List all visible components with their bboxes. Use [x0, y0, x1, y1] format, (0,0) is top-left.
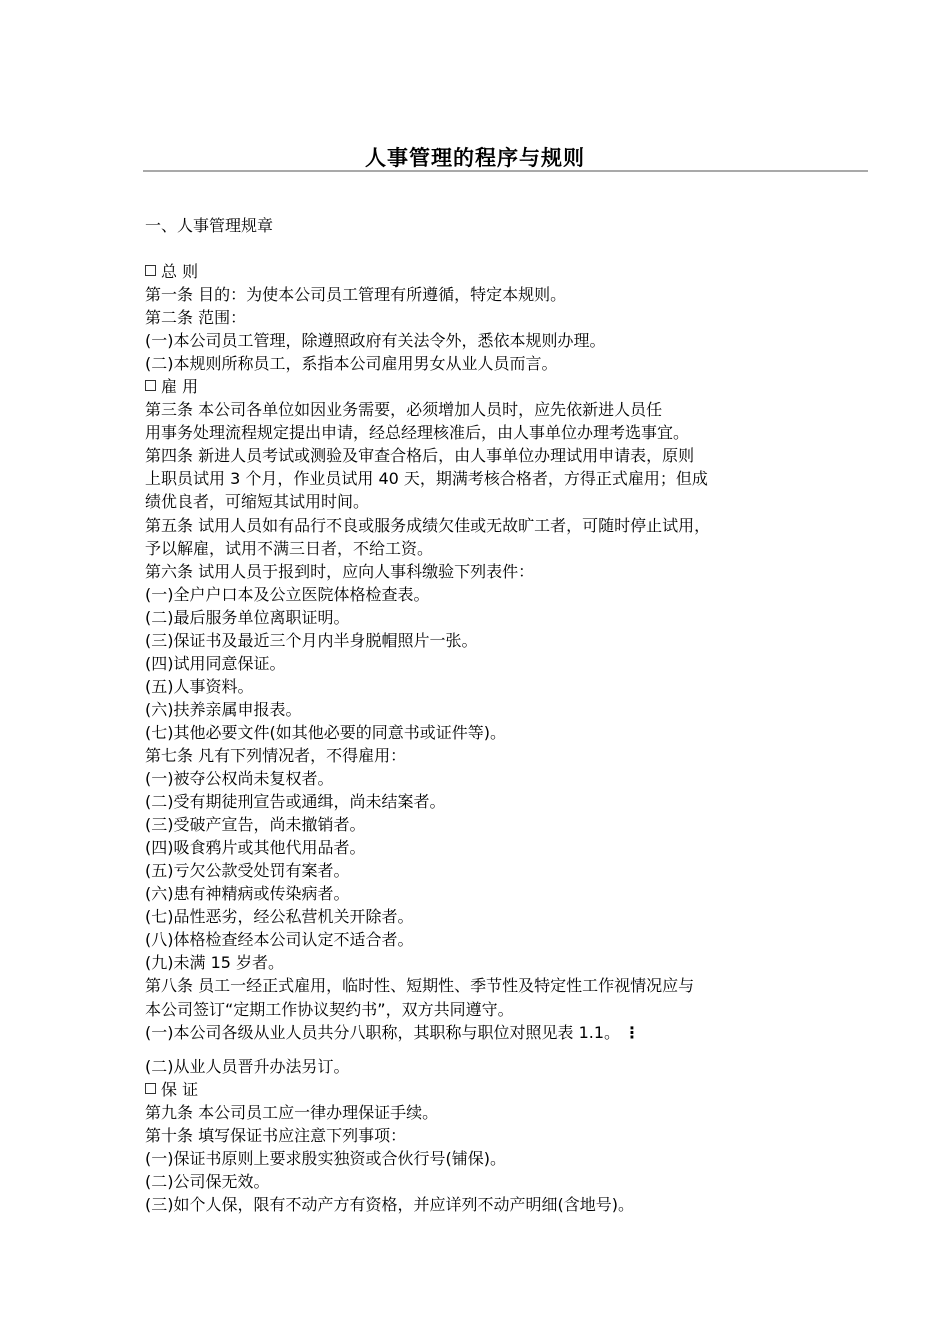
- paragraph-line: (二)从业人员晋升办法另订。: [145, 1056, 350, 1076]
- section-heading: 一、人事管理规章: [145, 216, 274, 235]
- paragraph-line: (一)保证书原则上要求殷实独资或合伙行号(铺保)。: [145, 1148, 506, 1168]
- paragraph-line: 用事务处理流程规定提出申请，经总经理核准后，由人事单位办理考选事宜。: [145, 423, 690, 443]
- paragraph-line: (九)未满 15 岁者。: [145, 953, 285, 973]
- checkbox-bullet-icon: [145, 380, 156, 391]
- paragraph-line: 第六条 试用人员于报到时，应向人事科缴验下列表件：: [145, 561, 535, 581]
- paragraph-line: 第七条 凡有下列情况者，不得雇用：: [145, 745, 407, 765]
- document-body: [145, 260, 825, 1216]
- paragraph-line: (七)品性恶劣，经公私营机关开除者。: [145, 907, 414, 927]
- paragraph-line: (三)受破产宣告，尚未撤销者。: [145, 815, 366, 835]
- paragraph-line-text: (一)本公司各级从业人员共分八职称，其职称与职位对照见表 1.1。: [145, 1022, 621, 1042]
- paragraph-line: (二)本规则所称员工，系指本公司雇用男女从业人员而言。: [145, 354, 558, 374]
- vertical-ellipsis-icon: ⋮: [624, 1022, 641, 1042]
- paragraph-line: 第八条 员工一经正式雇用，临时性、短期性、季节性及特定性工作视情况应与: [145, 976, 695, 996]
- paragraph-line: 第三条 本公司各单位如因业务需要，必须增加人员时，应先依新进人员任: [145, 400, 663, 420]
- checkbox-bullet-icon: [145, 265, 156, 276]
- checkbox-bullet-icon: [145, 1083, 156, 1094]
- paragraph-line: 第十条 填写保证书应注意下列事项：: [145, 1125, 407, 1145]
- paragraph-line: 第二条 范围：: [145, 308, 247, 328]
- paragraph-line: (四)吸食鸦片或其他代用品者。: [145, 838, 366, 858]
- subsection-heading: [145, 260, 825, 283]
- paragraph-line: (二)最后服务单位离职证明。: [145, 607, 350, 627]
- paragraph-line: (一)被夺公权尚未复权者。: [145, 769, 334, 789]
- paragraph-line: (一)全户户口本及公立医院体格检查表。: [145, 584, 430, 604]
- paragraph-line: (二)受有期徒刑宣告或通缉，尚未结案者。: [145, 792, 446, 812]
- paragraph-line: (三)保证书及最近三个月内半身脱帽照片一张。: [145, 630, 478, 650]
- paragraph-line: 予以解雇，试用不满三日者，不给工资。: [145, 538, 434, 558]
- paragraph-line: (六)患有神精病或传染病者。: [145, 884, 350, 904]
- paragraph-line: 第四条 新进人员考试或测验及审查合格后，由人事单位办理试用申请表，原则: [145, 446, 695, 466]
- paragraph-line: 本公司签订“定期工作协议契约书”，双方共同遵守。: [145, 999, 514, 1019]
- paragraph-line: (七)其他必要文件(如其他必要的同意书或证件等)。: [145, 722, 506, 742]
- paragraph-line: (三)如个人保，限有不动产方有资格，并应详列不动产明细(含地号)。: [145, 1194, 634, 1214]
- paragraph-line: 第五条 试用人员如有品行不良或服务成绩欠佳或无故旷工者，可随时停止试用，: [145, 515, 711, 535]
- document-title: 人事管理的程序与规则: [365, 146, 585, 170]
- paragraph-line: (四)试用同意保证。: [145, 653, 286, 673]
- paragraph-line: 第一条 目的：为使本公司员工管理有所遵循，特定本规则。: [145, 285, 567, 305]
- paragraph-line: 第九条 本公司员工应一律办理保证手续。: [145, 1102, 439, 1122]
- paragraph-line: (二)公司保无效。: [145, 1171, 270, 1191]
- paragraph-line: (六)扶养亲属申报表。: [145, 699, 302, 719]
- paragraph-line: 绩优良者，可缩短其试用时间。: [145, 492, 370, 512]
- subsection-heading: [145, 1078, 825, 1101]
- subsection-heading: [145, 375, 825, 398]
- paragraph-line: 上职员试用 3 个月，作业员试用 40 天，期满考核合格者，方得正式雇用；但成: [145, 469, 708, 489]
- paragraph-line: (八)体格检查经本公司认定不适合者。: [145, 930, 414, 950]
- paragraph-line: (一)本公司员工管理，除遵照政府有关法令外，悉依本规则办理。: [145, 331, 606, 351]
- subsection-heading-text: 保 证: [161, 1079, 199, 1099]
- paragraph-line: (五)亏欠公款受处罚有案者。: [145, 861, 350, 881]
- subsection-heading-text: 雇 用: [161, 377, 199, 397]
- subsection-heading-text: 总 则: [161, 262, 199, 281]
- paragraph-line: [145, 1021, 825, 1055]
- paragraph-line: (五)人事资料。: [145, 676, 254, 696]
- title-underline: [143, 170, 868, 172]
